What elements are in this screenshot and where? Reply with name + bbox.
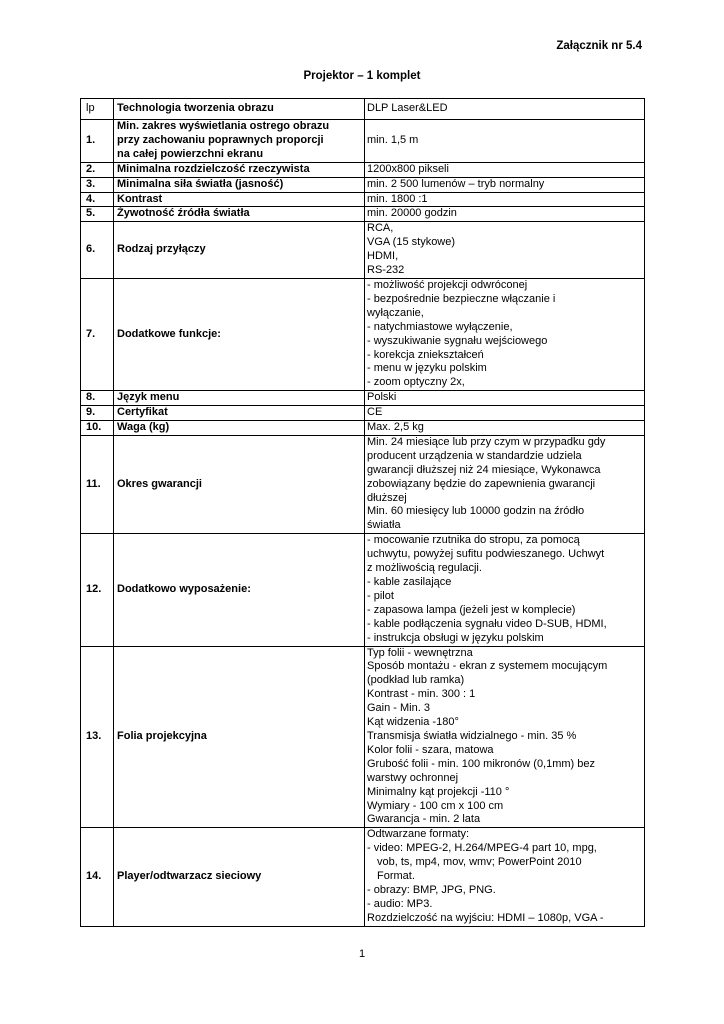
parameter-line: przy zachowaniu poprawnych proporcji — [117, 133, 324, 146]
table-row — [81, 534, 645, 646]
value-line: Min. 24 miesiące lub przy czym w przypadku gdy — [367, 435, 606, 448]
parameter-line: Dodatkowo wyposażenie: — [117, 582, 251, 595]
value-line: Grubość folii - min. 100 mikronów (0,1mm) bez — [367, 757, 596, 770]
row-parameter — [114, 406, 365, 421]
row-number: 13. — [81, 646, 114, 828]
table-row — [81, 435, 645, 533]
value-line: - wyszukiwanie sygnału wejściowego — [367, 334, 548, 347]
row-parameter — [114, 192, 365, 207]
row-parameter — [114, 120, 365, 163]
value-line: wyłączanie, — [367, 306, 424, 319]
value-line: Rozdzielczość na wyjściu: HDMI – 1080p, VGA - — [367, 911, 604, 924]
table-row — [81, 421, 645, 436]
value-line: uchwytu, powyżej sufitu podwieszanego. Uchwyt — [367, 548, 605, 561]
value-line: - pilot — [367, 589, 394, 602]
value-line: światła — [367, 519, 401, 532]
table-row — [81, 828, 645, 926]
value-line: Minimalny kąt projekcji -110 ° — [367, 785, 510, 798]
row-parameter — [114, 162, 365, 177]
value-line: min. 2 500 lumenów – tryb normalny — [367, 177, 545, 190]
row-parameter — [114, 421, 365, 436]
parameter-line: Player/odtwarzacz sieciowy — [117, 870, 262, 883]
table-header-row — [81, 99, 645, 120]
value-line: Transmisja światła widzialnego - min. 35 % — [367, 729, 577, 742]
value-line: - natychmiastowe wyłączenie, — [367, 320, 513, 333]
row-number: 10. — [81, 421, 114, 436]
parameter-line: na całej powierzchni ekranu — [117, 147, 264, 160]
row-value — [365, 192, 645, 207]
row-number: 8. — [81, 391, 114, 406]
parameter-line: Minimalna siła światła (jasność) — [117, 177, 284, 190]
value-line: - video: MPEG-2, H.264/MPEG-4 part 10, mpg, — [367, 842, 597, 855]
value-line: min. 1800 :1 — [367, 192, 428, 205]
row-parameter — [114, 278, 365, 390]
row-parameter — [114, 222, 365, 279]
value-line: - instrukcja obsługi w języku polskim — [367, 631, 544, 644]
row-number: 6. — [81, 222, 114, 279]
table-row — [81, 162, 645, 177]
row-value — [365, 391, 645, 406]
row-parameter — [114, 534, 365, 646]
value-line: - możliwość projekcji odwróconej — [367, 278, 528, 291]
value-line: producent urządzenia w standardzie udziela — [367, 449, 582, 462]
header-lp: lp — [81, 99, 114, 120]
value-line: min. 1,5 m — [367, 133, 419, 146]
value-line: RS-232 — [367, 264, 405, 277]
row-number: 4. — [81, 192, 114, 207]
value-line: Typ folii - wewnętrzna — [367, 646, 473, 659]
value-line: CE — [367, 406, 383, 419]
parameter-line: Min. zakres wyświetlania ostrego obrazu — [117, 120, 330, 132]
row-number: 3. — [81, 177, 114, 192]
document-title: Projektor – 1 komplet — [303, 70, 421, 82]
table-row — [81, 177, 645, 192]
table-row — [81, 192, 645, 207]
row-value — [365, 207, 645, 222]
table-row — [81, 207, 645, 222]
value-line: warstwy ochronnej — [367, 771, 459, 784]
header-technology-value: DLP Laser&LED — [365, 99, 645, 120]
row-number: 1. — [81, 120, 114, 163]
row-number: 5. — [81, 207, 114, 222]
value-line: Odtwarzane formaty: — [367, 828, 470, 841]
value-line: Gwarancja - min. 2 lata — [367, 813, 481, 826]
row-number: 11. — [81, 435, 114, 533]
annex-label: Załącznik nr 5.4 — [556, 40, 642, 52]
row-parameter — [114, 828, 365, 926]
row-value — [365, 278, 645, 390]
row-value — [365, 162, 645, 177]
value-line: Sposób montażu - ekran z systemem mocującym — [367, 660, 608, 673]
row-parameter — [114, 177, 365, 192]
value-line: VGA (15 stykowe) — [367, 236, 456, 249]
parameter-line: Kontrast — [117, 192, 163, 205]
value-line: - obrazy: BMP, JPG, PNG. — [367, 883, 496, 896]
value-line: Wymiary - 100 cm x 100 cm — [367, 799, 504, 812]
row-parameter — [114, 391, 365, 406]
row-parameter — [114, 646, 365, 828]
page-number: 1 — [358, 948, 366, 960]
row-number: 9. — [81, 406, 114, 421]
value-line: dłuższej — [367, 491, 407, 504]
value-line: vob, ts, mp4, mov, wmv; PowerPoint 2010 — [377, 856, 582, 869]
value-line: - kable zasilające — [367, 576, 452, 588]
row-value — [365, 406, 645, 421]
row-number: 12. — [81, 534, 114, 646]
value-line: min. 20000 godzin — [367, 207, 457, 220]
value-line: - audio: MP3. — [367, 897, 433, 910]
row-number: 14. — [81, 828, 114, 926]
table-row — [81, 120, 645, 163]
table-row — [81, 222, 645, 279]
table-row — [81, 278, 645, 390]
value-line: Max. 2,5 kg — [367, 421, 424, 434]
value-line: RCA, — [367, 222, 394, 235]
row-parameter — [114, 435, 365, 533]
row-parameter — [114, 207, 365, 222]
value-line: - menu w języku polskim — [367, 362, 487, 375]
row-value — [365, 828, 645, 926]
value-line: Polski — [367, 391, 397, 404]
value-line: Gain - Min. 3 — [367, 702, 430, 715]
table-row — [81, 406, 645, 421]
table-row — [81, 391, 645, 406]
table-row — [81, 646, 645, 828]
value-line: Kolor folii - szara, matowa — [367, 743, 494, 756]
value-line: zobowiązany będzie do zapewnienia gwarancji — [367, 477, 596, 490]
value-line: z możliwością regulacji. — [367, 562, 482, 575]
row-value — [365, 222, 645, 279]
value-line: - bezpośrednie bezpieczne włączanie i — [367, 292, 556, 305]
row-number: 2. — [81, 162, 114, 177]
row-value — [365, 534, 645, 646]
row-number: 7. — [81, 278, 114, 390]
row-value — [365, 120, 645, 163]
value-line: - kable podłączenia sygnału video D-SUB, HDMI, — [367, 617, 607, 630]
value-line: Kąt widzenia -180° — [367, 716, 459, 729]
parameter-line: Certyfikat — [117, 406, 168, 419]
value-line: - korekcja zniekształceń — [367, 348, 484, 361]
value-line: Format. — [377, 870, 415, 883]
row-value — [365, 435, 645, 533]
value-line: - zapasowa lampa (jeżeli jest w komplecie) — [367, 603, 576, 616]
parameter-line: Folia projekcyjna — [117, 729, 207, 742]
parameter-line: Dodatkowe funkcje: — [117, 327, 221, 340]
value-line: HDMI, — [367, 250, 399, 263]
row-value — [365, 177, 645, 192]
parameter-line: Rodzaj przyłączy — [117, 243, 206, 256]
value-line: gwarancji dłuższej niż 24 miesiące, Wykonawca — [367, 463, 601, 476]
row-value — [365, 646, 645, 828]
value-line: 1200x800 pikseli — [367, 162, 449, 175]
value-line: Min. 60 miesięcy lub 10000 godzin na źródło — [367, 505, 585, 518]
parameter-line: Minimalna rozdzielczość rzeczywista — [117, 162, 310, 175]
value-line: (podkład lub ramka) — [367, 674, 465, 687]
value-line: Kontrast - min. 300 : 1 — [367, 688, 476, 701]
parameter-line: Waga (kg) — [117, 421, 170, 434]
row-value — [365, 421, 645, 436]
header-technology: Technologia tworzenia obrazu — [114, 99, 365, 120]
parameter-line: Okres gwarancji — [117, 477, 202, 490]
parameter-line: Język menu — [117, 391, 180, 404]
parameter-line: Żywotność źródła światła — [117, 207, 250, 220]
value-line: - zoom optyczny 2x, — [367, 376, 465, 389]
value-line: - mocowanie rzutnika do stropu, za pomocą — [367, 534, 580, 547]
spec-table — [80, 98, 645, 927]
